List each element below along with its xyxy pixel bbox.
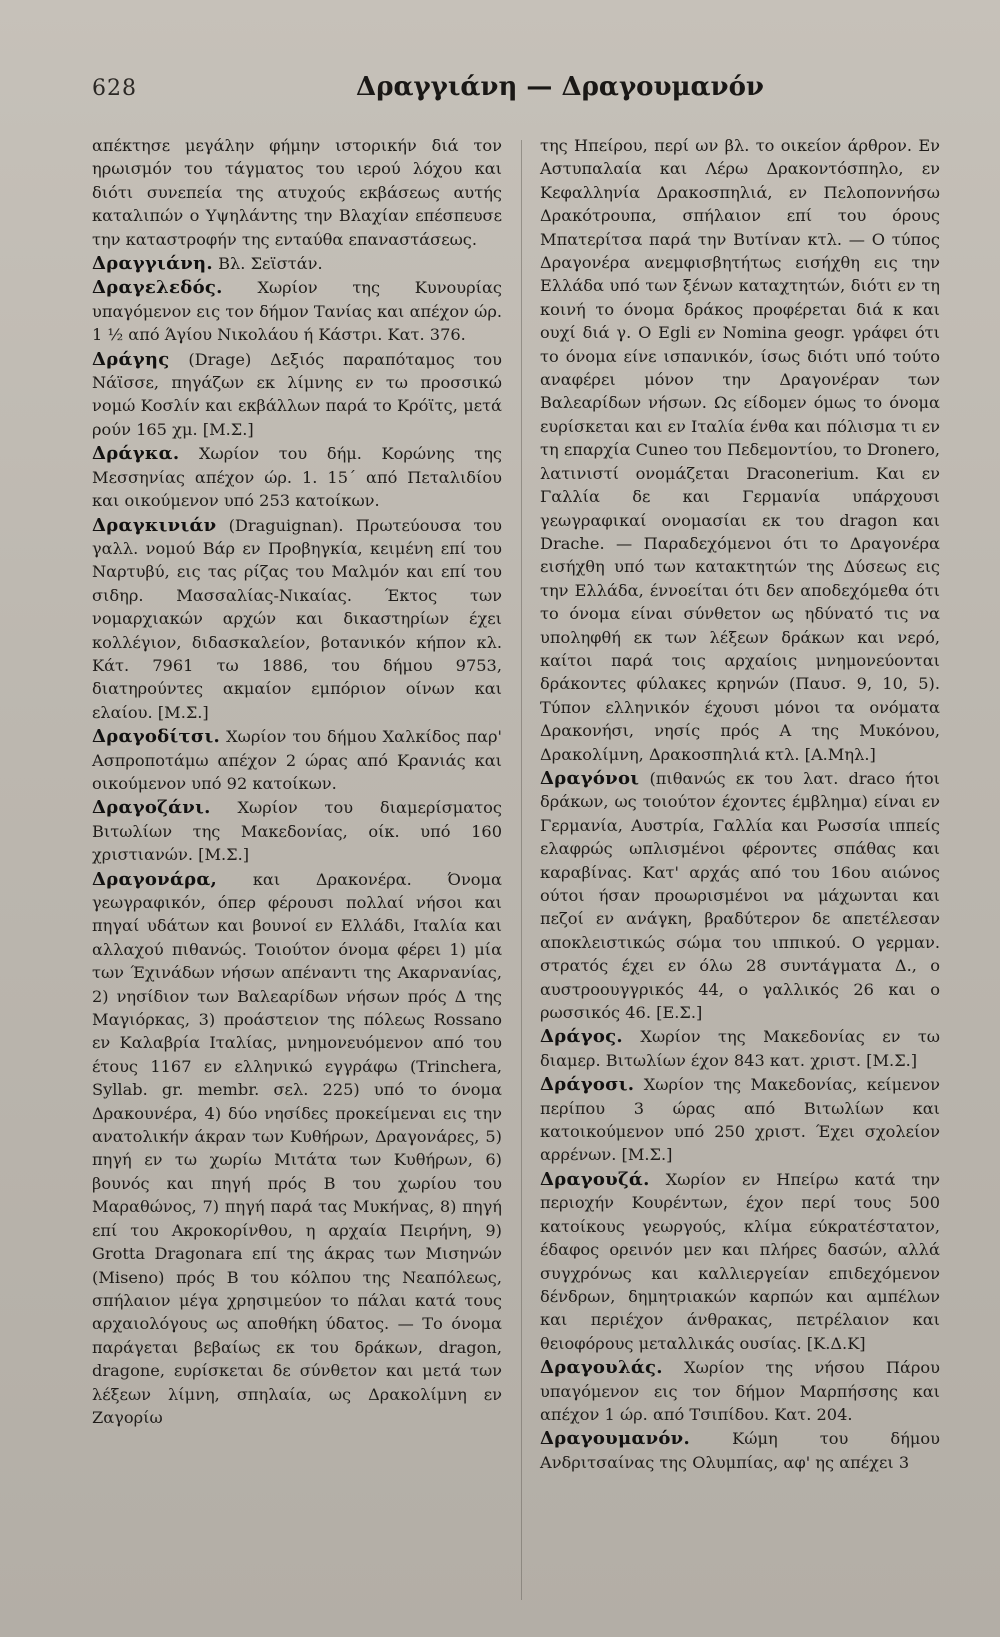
entry-headword: Δραγοζάνι. xyxy=(92,797,211,819)
entry-text: Κώμη του δήμου Ανδριτσαίνας της Ολυμπίας, αφ' ης απέχει 3 xyxy=(540,1429,940,1472)
dictionary-entry xyxy=(540,1025,940,1072)
dictionary-entry xyxy=(92,252,502,275)
right-entries xyxy=(540,767,940,1474)
dictionary-entry xyxy=(92,868,502,1430)
entry-headword: Δράγος. xyxy=(540,1026,624,1048)
entry-text: Χωρίον εν Ηπείρω κατά την περιοχήν Κουρέντων, έχον περί τους 500 κατοίκους γεωργούς, κλίμα εύκρατέστατον, έδαφος ορεινόν μεν και πλήρες δασών, αλλά συγχρόνως και καλλιεργείαν επιδεχόμενον δένδρων, δημητριακών καρπών και αμπέλων και περιέχον άνθρακας, πετρέλαιον και θειοφόρους μεταλλικάς ουσίας. [Κ.Δ.Κ] xyxy=(540,1169,940,1353)
entry-headword: Δραγοδίτσι. xyxy=(92,726,221,748)
entry-headword: Δράγκα. xyxy=(92,443,180,465)
dictionary-entry xyxy=(540,1168,940,1355)
running-head: Δραγγιάνη — Δραγουμανόν xyxy=(356,72,764,102)
entry-headword: Δραγουμανόν. xyxy=(540,1428,691,1450)
dictionary-entry xyxy=(92,442,502,512)
entry-text: Χωρίον της Μακεδονίας, κείμενον περίπου 3 ώρας από Βιτωλίων και κατοικούμενον υπό 250 χριστ. Έχει σχολείον αρρένων. [Μ.Σ.] xyxy=(540,1075,940,1165)
dictionary-entry xyxy=(540,1427,940,1474)
entry-text: (Drage) Δεξιός παραπόταμος του Νάϊσσε, πηγάζων εκ λίμνης εν τω προσσικώ νομώ Κοσλίν και εκβάλλων παρά το Κρόϊτς, μετά ρούν 165 χμ. [Μ.Σ.] xyxy=(92,349,502,439)
entry-text: Χωρίον του δήμ. Κορώνης της Μεσσηνίας απέχον ώρ. 1. 15΄ από Πεταλιδίου και οικούμενον υπό 253 κατοίκων. xyxy=(92,444,502,511)
page-number: 628 xyxy=(92,76,137,101)
dictionary-entry xyxy=(540,1356,940,1426)
entry-text: (πιθανώς εκ του λατ. draco ήτοι δράκων, ως τοιούτον έχοντες έμβλημα) είναι εν Γερμανία, Αυστρία, Γαλλία και Ρωσσία ιππείς ελαφρώς ωπλισμένοι φέροντες σπάθας και καραβίνας. Κατ' αρχάς από του 16ου αιώνος ούτοι ήσαν προωρισμένοι να μάχωνται και πεζοί εν ανάγκη, βραδύτερον δε απετέλεσαν αποκλειστικώς σώμα του ιππικού. Ο γερμαν. στρατός έχει εν όλω 28 συντάγματα Δ., ο αυστροουγγρικός 44, ο γαλλικός 26 και ο ρωσσικός 46. [Ε.Σ.] xyxy=(540,768,940,1023)
column-divider xyxy=(521,140,522,1600)
dictionary-entry xyxy=(92,796,502,866)
dictionary-entry xyxy=(540,1073,940,1167)
dictionary-entry xyxy=(92,348,502,442)
entry-headword: Δραγκινιάν xyxy=(92,514,217,536)
entry-headword: Δραγουλάς. xyxy=(540,1357,663,1379)
right-column xyxy=(540,134,940,1475)
entry-headword: Δραγγιάνη. xyxy=(92,253,213,275)
entry-headword: Δραγουζά. xyxy=(540,1168,650,1190)
entry-text: Χωρίον της νήσου Πάρου υπαγόμενον εις τον δήμον Μαρπήσσης και απέχον 1 ώρ. από Τσιπίδου. Κατ. 204. xyxy=(540,1358,940,1424)
entry-headword: Δράγοσι. xyxy=(540,1074,635,1096)
right-column-continuation: της Ηπείρου, περί ων βλ. το οικείον άρθρον. Εν Αστυπαλαία και Λέρω Δρακοντόσπηλο, εν Κεφαλληνία Δρακοσπηλιά, εν Πελοποννήσω Δρακότρουπα, σπήλαιον επί του όρους Μπατερίτσα παρά την Βυτίναν κτλ. — Ο τύπος Δραγονέρα ανεμφισβητήτως εισήχθη εις την Ελλάδα υπό των ξένων καταχτητών, διότι εν τη κοινή το όνομα δράκος προφέρεται διά κ και ουχί διά γ. Ο Egli εν Nomina geogr. γράφει ότι το όνομα είνε ισπανικόν, ίσως διότι υπό τούτο αναφέρει μόνον την Δραγονέραν των Βαλεαρίδων νήσων. Ως είδομεν όμως το όνομα ευρίσκεται και εν Ιταλία ένθα και πόλισμα τι εν τη επαρχία Cuneo του Πεδεμοντίου, το Dronero, λατινιστί ονομάζεται Draconerium. Και εν Γαλλία δε και Γερμανία υπάρχουσι γεωγραφικαί ονομασίαι εκ του dragon και Drache. — Παραδεχόμενοι ότι το Δραγονέρα εισήχθη υπό των κατακτητών της Δύσεως εις την Ελλάδα, έννοείται ότι δεν αποδεχόμεθα ότι το όνομα είναι σύνθετον ως ηδύνατό τις να υποληφθή εκ των λέξεων δράκων και νερό, καίτοι παρά τοις αρχαίοις μνημονεύονται δράκοντες φύλακες κρηνών (Παυσ. 9, 10, 5). Τύπον ελληνικόν έχουσι μόνοι τα ονόματα Δρακονήσι, νησίς πρός Α της Μυκόνου, Δρακολίμνη, Δρακοσπηλιά κτλ. [Α.Μηλ.] xyxy=(540,136,940,764)
entry-text: Χωρίον της Κυνουρίας υπαγόμενον εις τον δήμον Τανίας και απέχον ώρ. 1 ½ από Άγίου Νικολάου ή Κάστρι. Κατ. 376. xyxy=(92,278,502,345)
entry-headword: Δράγης xyxy=(92,348,170,370)
left-column-continuation: απέκτησε μεγάλην φήμην ιστορικήν διά τον ηρωισμόν του τάγματος του ιερού λόχου και διότι συνεπεία της ατυχούς εκβάσεως αυτής καταλιπών ο Υψηλάντης την Βλαχίαν επέσπευσε την καταστροφήν της ενταύθα επαναστάσεως. xyxy=(92,136,502,249)
entry-headword: Δραγονάρα, xyxy=(92,868,218,890)
entry-text: Βλ. Σεϊστάν. xyxy=(218,254,323,274)
page-header xyxy=(0,70,1000,110)
entry-headword: Δραγελεδός. xyxy=(92,277,223,299)
entry-headword: Δραγόνοι xyxy=(540,767,640,789)
entry-text: Χωρίον του δήμου Χαλκίδος παρ' Ασπροποτάμω απέχον 2 ώρας από Κρανιάς και οικούμενον υπό 92 κατοίκων. xyxy=(92,727,502,793)
dictionary-entry xyxy=(92,514,502,725)
left-column xyxy=(92,134,502,1430)
entry-text: Χωρίον του διαμερίσματος Βιτωλίων της Μακεδονίας, οίκ. υπό 160 χριστιανών. [Μ.Σ.] xyxy=(92,798,502,865)
dictionary-entry xyxy=(92,276,502,346)
entry-text: Χωρίον της Μακεδονίας εν τω διαμερ. Βιτωλίων έχον 843 κατ. χριστ. [Μ.Σ.] xyxy=(540,1027,940,1070)
dictionary-entry xyxy=(540,767,940,1024)
entry-text: και Δρακονέρα. Όνομα γεωγραφικόν, όπερ φέρουσι πολλαί νήσοι και πηγαί υδάτων και βουνοί εν Ελλάδι, Ιταλία και αλλαχού πιθανώς. Τοιούτον όνομα φέρει 1) μία των Έχινάδων νήσων απέναντι της Ακαρνανίας, 2) νησίδιον των Βαλεαρίδων νήσων πρός Δ της Μαγιόρκας, 3) προάστειον της πόλεως Rossano εν Καλαβρία Ιταλίας, μνημονευόμενον από του έτους 1167 εν ελληνικώ εγγράφω (Trinchera, Syllab. gr. membr. σελ. 225) υπό το όνομα Δρακουνέρα, 4) δύο νησίδες προκείμεναι εις την ανατολικήν άκραν των Κυθήρων, Δραγονάρες, 5) πηγή εν τω χωρίω Μιτάτα των Κυθήρων, 6) βουνός και πηγή πρός Β του χωρίου του Μαραθώνος, 7) πηγή παρά τας Μυκήνας, 8) πηγή επί του Ακροκορίνθου, η αρχαία Πειρήνη, 9) Grotta Dragonara επί της άκρας των Μισηνών (Miseno) πρός Β του κόλπου της Νεαπόλεως, σπήλαιον μέγα χρησιμεύον το πάλαι κατά τους αρχαιολόγους ως αποθήκη ύδατος. — Το όνομα παράγεται βεβαίως εκ του δράκων, dragon, dragone, ευρίσκεται δε σύνθετον και μετά των λέξεων λίμνη, σπηλαία, ως Δρακολίμνη εν Ζαγορίω xyxy=(92,869,502,1427)
left-entries xyxy=(92,252,502,1429)
entry-text: (Draguignan). Πρωτεύουσα του γαλλ. νομού Βάρ εν Προβηγκία, κειμένη επί του Ναρτυβύ, εις τας ρίζας του Μαλμόν και επί του σιδηρ. Μασσαλίας-Νικαίας. Έκτος των νομαρχιακών αρχών και δικαστηρίων έχει κολλέγιον, διδασκαλείον, βοτανικόν κήπον κλ. Κάτ. 7961 τω 1886, του δήμου 9753, διατηρούντες ακμαίον εμπόριον οίνων και ελαίου. [Μ.Σ.] xyxy=(92,515,502,722)
dictionary-entry xyxy=(92,725,502,795)
